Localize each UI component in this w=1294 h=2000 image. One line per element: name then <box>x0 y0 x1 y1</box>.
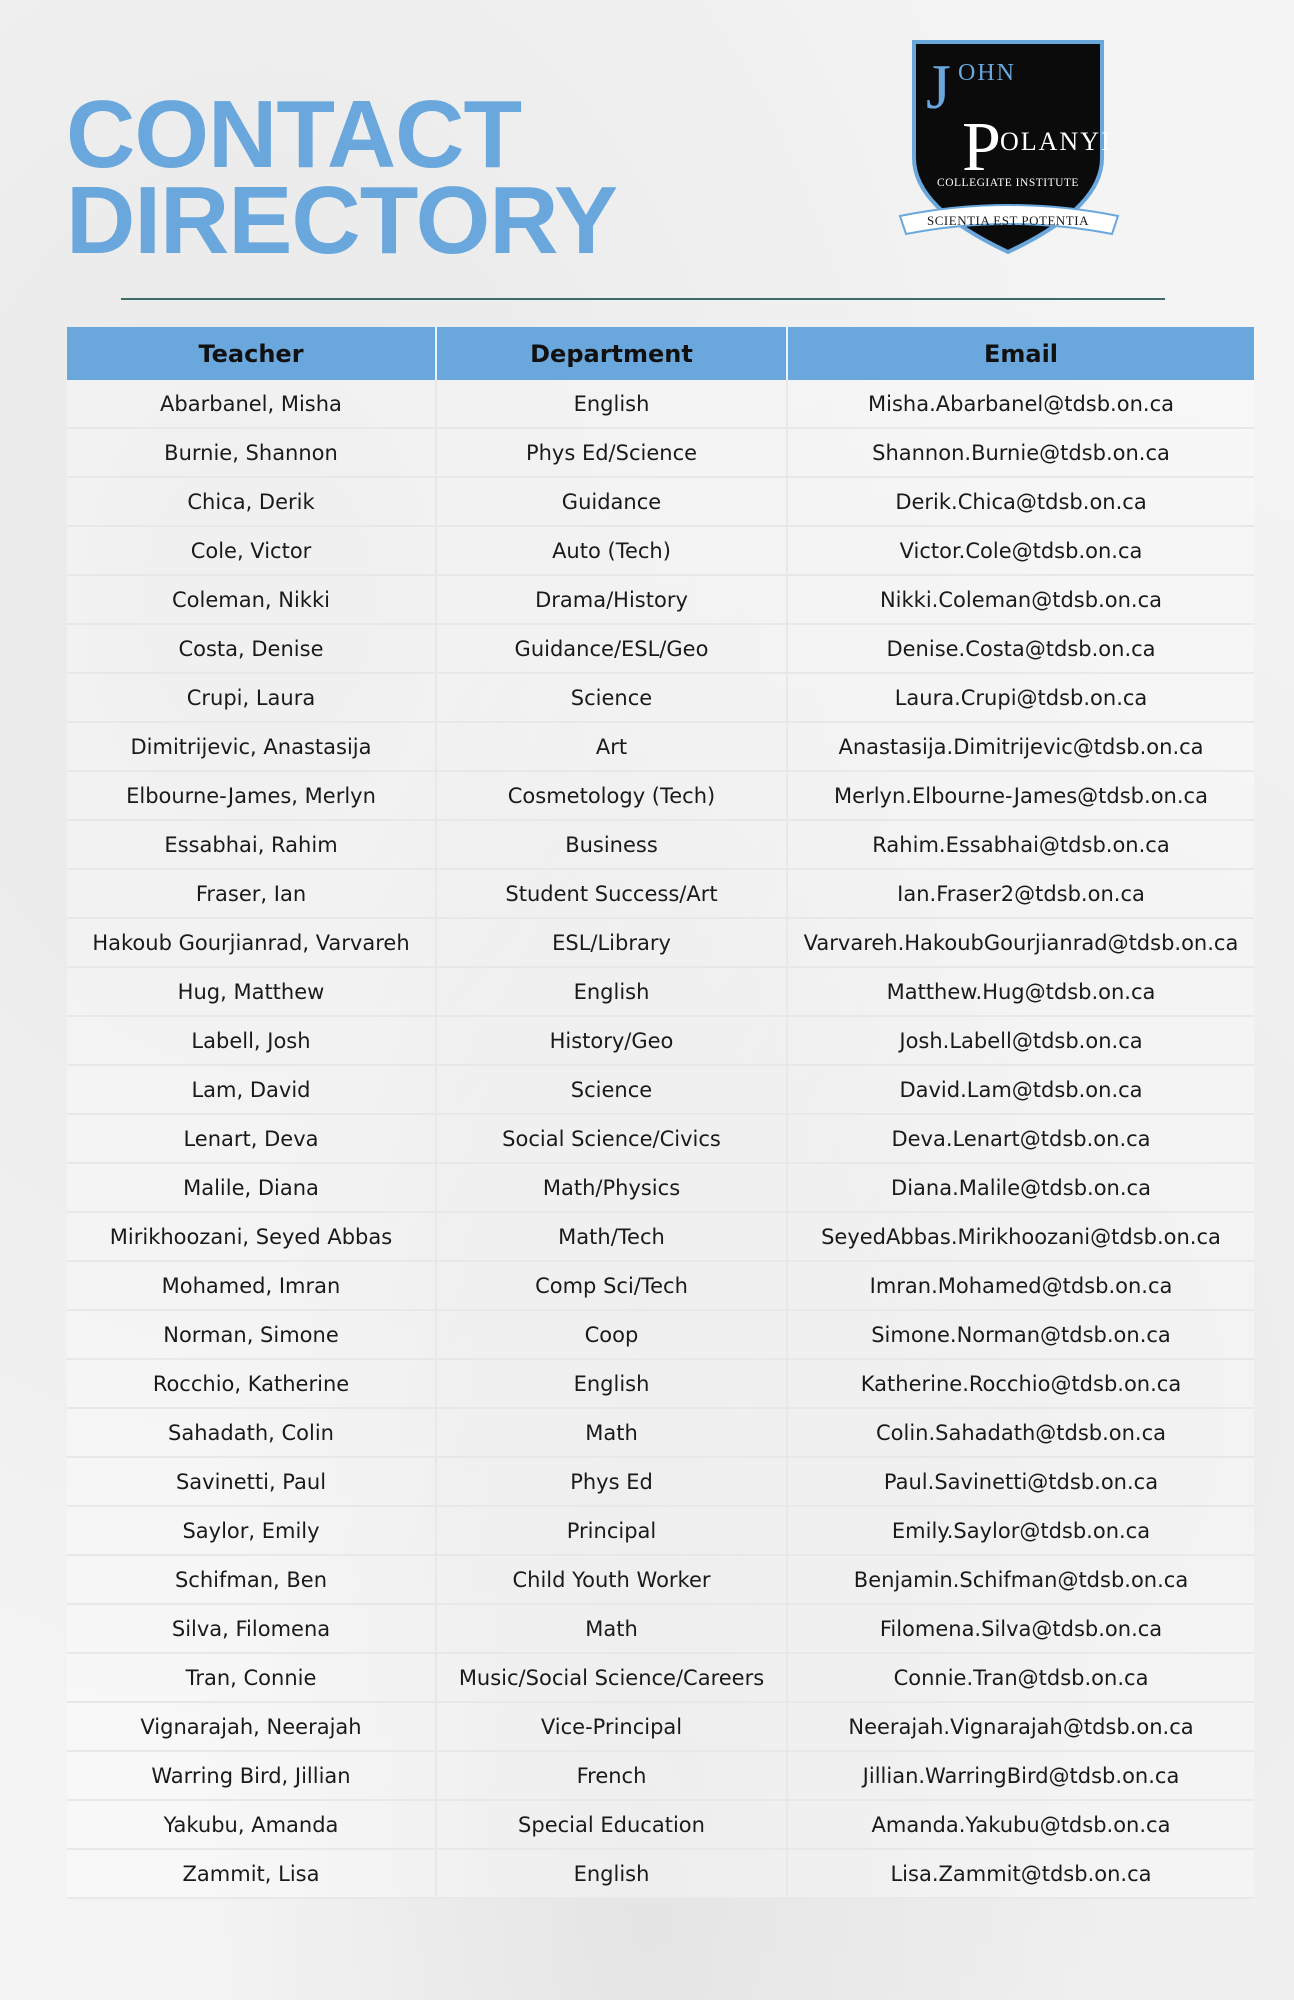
teacher-cell: Savinetti, Paul <box>67 1457 436 1506</box>
email-cell[interactable]: Anastasija.Dimitrijevic@tdsb.on.ca <box>787 722 1254 771</box>
table-row <box>67 1849 1254 1898</box>
teacher-cell: Hug, Matthew <box>67 967 436 1016</box>
email-cell[interactable]: Diana.Malile@tdsb.on.ca <box>787 1163 1254 1212</box>
table-row <box>67 428 1254 477</box>
teacher-cell: Coleman, Nikki <box>67 575 436 624</box>
email-cell[interactable]: Filomena.Silva@tdsb.on.ca <box>787 1604 1254 1653</box>
email-cell[interactable]: Connie.Tran@tdsb.on.ca <box>787 1653 1254 1702</box>
email-cell[interactable]: Josh.Labell@tdsb.on.ca <box>787 1016 1254 1065</box>
header-divider <box>121 298 1165 300</box>
table-row <box>67 1065 1254 1114</box>
table-row <box>67 1555 1254 1604</box>
teacher-cell: Hakoub Gourjianrad, Varvareh <box>67 918 436 967</box>
table-body <box>67 380 1254 1898</box>
title-line-1: CONTACT <box>66 81 522 188</box>
table-row <box>67 820 1254 869</box>
table-row <box>67 477 1254 526</box>
teacher-cell: Abarbanel, Misha <box>67 380 436 428</box>
department-cell: English <box>436 1849 787 1898</box>
department-cell: Music/Social Science/Careers <box>436 1653 787 1702</box>
email-cell[interactable]: Misha.Abarbanel@tdsb.on.ca <box>787 380 1254 428</box>
teacher-cell: Essabhai, Rahim <box>67 820 436 869</box>
teacher-cell: Chica, Derik <box>67 477 436 526</box>
table-row <box>67 1751 1254 1800</box>
teacher-cell: Rocchio, Katherine <box>67 1359 436 1408</box>
email-cell[interactable]: Lisa.Zammit@tdsb.on.ca <box>787 1849 1254 1898</box>
email-cell[interactable]: Derik.Chica@tdsb.on.ca <box>787 477 1254 526</box>
teacher-cell: Norman, Simone <box>67 1310 436 1359</box>
department-cell: Guidance <box>436 477 787 526</box>
email-cell[interactable]: Merlyn.Elbourne-James@tdsb.on.ca <box>787 771 1254 820</box>
email-cell[interactable]: Imran.Mohamed@tdsb.on.ca <box>787 1261 1254 1310</box>
department-cell: History/Geo <box>436 1016 787 1065</box>
logo-last-name: OLANYI <box>1000 127 1112 156</box>
department-cell: ESL/Library <box>436 918 787 967</box>
teacher-cell: Costa, Denise <box>67 624 436 673</box>
table-row <box>67 1163 1254 1212</box>
teacher-cell: Warring Bird, Jillian <box>67 1751 436 1800</box>
email-cell[interactable]: Matthew.Hug@tdsb.on.ca <box>787 967 1254 1016</box>
email-cell[interactable]: Katherine.Rocchio@tdsb.on.ca <box>787 1359 1254 1408</box>
logo-first-name: OHN <box>958 60 1016 86</box>
directory-table <box>67 327 1254 1899</box>
department-cell: Social Science/Civics <box>436 1114 787 1163</box>
table-row <box>67 380 1254 428</box>
department-cell: Math <box>436 1604 787 1653</box>
email-cell[interactable]: David.Lam@tdsb.on.ca <box>787 1065 1254 1114</box>
table-row <box>67 1310 1254 1359</box>
email-cell[interactable]: Benjamin.Schifman@tdsb.on.ca <box>787 1555 1254 1604</box>
page-title <box>66 81 618 274</box>
table-row <box>67 1800 1254 1849</box>
teacher-cell: Yakubu, Amanda <box>67 1800 436 1849</box>
teacher-cell: Elbourne-James, Merlyn <box>67 771 436 820</box>
email-cell[interactable]: Ian.Fraser2@tdsb.on.ca <box>787 869 1254 918</box>
department-cell: Principal <box>436 1506 787 1555</box>
directory-table-wrapper <box>67 327 1254 1899</box>
teacher-cell: Tran, Connie <box>67 1653 436 1702</box>
table-row <box>67 1653 1254 1702</box>
department-cell: Art <box>436 722 787 771</box>
department-cell: Student Success/Art <box>436 869 787 918</box>
department-cell: Science <box>436 673 787 722</box>
table-row <box>67 1359 1254 1408</box>
teacher-cell: Cole, Victor <box>67 526 436 575</box>
email-cell[interactable]: SeyedAbbas.Mirikhoozani@tdsb.on.ca <box>787 1212 1254 1261</box>
department-cell: Vice-Principal <box>436 1702 787 1751</box>
logo-initial-j: J <box>926 51 951 122</box>
department-cell: Special Education <box>436 1800 787 1849</box>
column-header-email: Email <box>787 327 1254 380</box>
table-row <box>67 1457 1254 1506</box>
table-row <box>67 575 1254 624</box>
department-cell: Child Youth Worker <box>436 1555 787 1604</box>
department-cell: Science <box>436 1065 787 1114</box>
table-row <box>67 771 1254 820</box>
email-cell[interactable]: Shannon.Burnie@tdsb.on.ca <box>787 428 1254 477</box>
school-crest-logo <box>896 38 1126 260</box>
table-row <box>67 1114 1254 1163</box>
email-cell[interactable]: Denise.Costa@tdsb.on.ca <box>787 624 1254 673</box>
teacher-cell: Mohamed, Imran <box>67 1261 436 1310</box>
email-cell[interactable]: Neerajah.Vignarajah@tdsb.on.ca <box>787 1702 1254 1751</box>
table-row <box>67 673 1254 722</box>
teacher-cell: Vignarajah, Neerajah <box>67 1702 436 1751</box>
department-cell: Math/Physics <box>436 1163 787 1212</box>
department-cell: French <box>436 1751 787 1800</box>
department-cell: Auto (Tech) <box>436 526 787 575</box>
table-row <box>67 1702 1254 1751</box>
email-cell[interactable]: Simone.Norman@tdsb.on.ca <box>787 1310 1254 1359</box>
department-cell: Comp Sci/Tech <box>436 1261 787 1310</box>
title-line-2: DIRECTORY <box>66 167 618 274</box>
department-cell: Business <box>436 820 787 869</box>
table-row <box>67 526 1254 575</box>
table-row <box>67 967 1254 1016</box>
table-row <box>67 1016 1254 1065</box>
email-cell[interactable]: Jillian.WarringBird@tdsb.on.ca <box>787 1751 1254 1800</box>
email-cell[interactable]: Victor.Cole@tdsb.on.ca <box>787 526 1254 575</box>
department-cell: English <box>436 380 787 428</box>
table-row <box>67 869 1254 918</box>
department-cell: Drama/History <box>436 575 787 624</box>
teacher-cell: Burnie, Shannon <box>67 428 436 477</box>
logo-motto: SCIENTIA EST POTENTIA <box>927 213 1089 228</box>
table-row <box>67 1604 1254 1653</box>
department-cell: Phys Ed <box>436 1457 787 1506</box>
department-cell: Guidance/ESL/Geo <box>436 624 787 673</box>
teacher-cell: Fraser, Ian <box>67 869 436 918</box>
table-row <box>67 1261 1254 1310</box>
department-cell: Math/Tech <box>436 1212 787 1261</box>
teacher-cell: Dimitrijevic, Anastasija <box>67 722 436 771</box>
teacher-cell: Lenart, Deva <box>67 1114 436 1163</box>
email-cell[interactable]: Varvareh.HakoubGourjianrad@tdsb.on.ca <box>787 918 1254 967</box>
email-cell[interactable]: Emily.Saylor@tdsb.on.ca <box>787 1506 1254 1555</box>
department-cell: Phys Ed/Science <box>436 428 787 477</box>
logo-initial-p: P <box>962 109 1001 186</box>
table-row <box>67 1506 1254 1555</box>
teacher-cell: Labell, Josh <box>67 1016 436 1065</box>
teacher-cell: Lam, David <box>67 1065 436 1114</box>
department-cell: Math <box>436 1408 787 1457</box>
department-cell: English <box>436 967 787 1016</box>
email-cell[interactable]: Rahim.Essabhai@tdsb.on.ca <box>787 820 1254 869</box>
teacher-cell: Crupi, Laura <box>67 673 436 722</box>
email-cell[interactable]: Colin.Sahadath@tdsb.on.ca <box>787 1408 1254 1457</box>
department-cell: Coop <box>436 1310 787 1359</box>
department-cell: English <box>436 1359 787 1408</box>
email-cell[interactable]: Amanda.Yakubu@tdsb.on.ca <box>787 1800 1254 1849</box>
column-header-teacher: Teacher <box>67 327 436 380</box>
table-header-row <box>67 327 1254 380</box>
table-row <box>67 722 1254 771</box>
teacher-cell: Zammit, Lisa <box>67 1849 436 1898</box>
table-row <box>67 1408 1254 1457</box>
table-row <box>67 918 1254 967</box>
table-row <box>67 1212 1254 1261</box>
department-cell: Cosmetology (Tech) <box>436 771 787 820</box>
teacher-cell: Saylor, Emily <box>67 1506 436 1555</box>
email-cell[interactable]: Laura.Crupi@tdsb.on.ca <box>787 673 1254 722</box>
email-cell[interactable]: Nikki.Coleman@tdsb.on.ca <box>787 575 1254 624</box>
email-cell[interactable]: Paul.Savinetti@tdsb.on.ca <box>787 1457 1254 1506</box>
table-row <box>67 624 1254 673</box>
teacher-cell: Malile, Diana <box>67 1163 436 1212</box>
teacher-cell: Sahadath, Colin <box>67 1408 436 1457</box>
column-header-department: Department <box>436 327 787 380</box>
teacher-cell: Schifman, Ben <box>67 1555 436 1604</box>
teacher-cell: Silva, Filomena <box>67 1604 436 1653</box>
logo-institute: COLLEGIATE INSTITUTE <box>937 177 1079 189</box>
teacher-cell: Mirikhoozani, Seyed Abbas <box>67 1212 436 1261</box>
email-cell[interactable]: Deva.Lenart@tdsb.on.ca <box>787 1114 1254 1163</box>
